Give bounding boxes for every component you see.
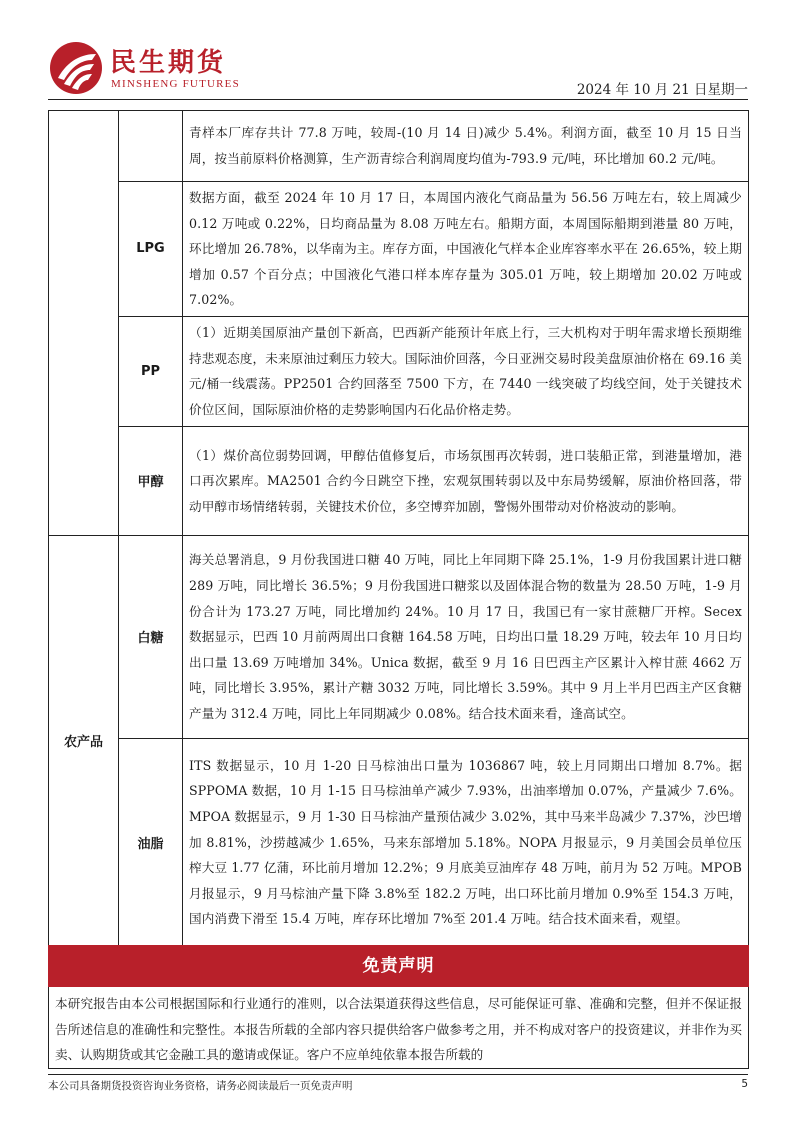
commodity-label: PP (119, 316, 183, 426)
minsheng-logo-icon (48, 40, 104, 96)
table-row-pp (49, 316, 749, 426)
commodity-label: 甲醇 (119, 426, 183, 535)
brand-name-en: MINSHENG FUTURES (111, 78, 240, 90)
table-row-asphalt (49, 111, 749, 182)
category-cell-agri: 农产品 (49, 535, 119, 946)
page-number: 5 (741, 1078, 748, 1090)
commodity-label: 油脂 (119, 738, 183, 946)
table-row-lpg (49, 182, 749, 317)
table-row-methanol (49, 426, 749, 535)
commodity-text: 青样本厂库存共计 77.8 万吨，较周-(10 月 14 日)减少 5.4%。利润方面，截至 10 月 15 日当周，按当前原料价格测算，生产沥青综合利润周度均值为-793.9 元/吨，环比增加 60.2 元/吨。 (183, 111, 749, 182)
page-footer (48, 1074, 748, 1094)
table-row-oils (49, 738, 749, 946)
commodity-label: 白糖 (119, 535, 183, 738)
commodity-text: （1）煤价高位弱势回调，甲醇估值修复后，市场氛围再次转弱，进口装船正常，到港量增加，港口再次累库。MA2501 合约今日跳空下挫，宏观氛围转弱以及中东局势缓解，原油价格回落，带动甲醇市场情绪转弱，关键技术价位，多空博弈加剧，警惕外围带动对价格波动的影响。 (183, 426, 749, 535)
brand-name-cn: 民生期货 (110, 48, 227, 78)
category-cell-energy (49, 111, 119, 536)
table-row-sugar (49, 535, 749, 738)
page-header (48, 40, 748, 98)
commodity-text: （1）近期美国原油产量创下新高，巴西新产能预计年底上行，三大机构对于明年需求增长预期维持悲观态度，未来原油过剩压力较大。国际油价回落，今日亚洲交易时段美盘原油价格在 69.16 美元/桶一线震荡。PP2501 合约回落至 7500 下方，在 7440 一线突破了均线空间，处于关键技术价位区间，国际原油价格的走势影响国内石化品价格走势。 (183, 316, 749, 426)
footer-notice: 本公司具备期货投资咨询业务资格，请务必阅读最后一页免责声明 (48, 1080, 353, 1092)
report-date: 2024 年 10 月 21 日星期一 (576, 82, 748, 98)
commodity-text: 数据方面，截至 2024 年 10 月 17 日，本周国内液化气商品量为 56.56 万吨左右，较上周减少 0.12 万吨或 0.22%，日均商品量为 8.08 万吨左右。船期方面，本周国际船期到港量 80 万吨，环比增加 26.78%，以华南为主。库存方面，中国液化气样本企业库容率水平在 26.65%，较上期增加 0.57 个百分点；中国液化气港口样本库存量为 305.01 万吨，较上期增加 20.02 万吨或 7.02%。 (183, 182, 749, 317)
commodity-table (48, 110, 749, 947)
commodity-text: 海关总署消息，9 月份我国进口糖 40 万吨，同比上年同期下降 25.1%，1-9 月份我国累计进口糖 289 万吨，同比增长 36.5%；9 月份我国进口糖浆以及固体混合物的数量为 28.50 万吨，1-9 月份合计为 173.27 万吨，同比增加约 24%。10 月 17 日，我国已有一家甘蔗糖厂开榨。Secex 数据显示，巴西 10 月前两周出口食糖 164.58 万吨，日均出口量 18.29 万吨，较去年 10 月日均出口量 13.69 万吨增加 34%。Unica 数据，截至 9 月 16 日巴西主产区累计入榨甘蔗 4662 万吨，同比增长 3.95%，累计产糖 3032 万吨，同比增长 3.59%。其中 9 月上半月巴西主产区食糖产量为 312.4 万吨，同比上年同期减少 0.08%。结合技术面来看，逢高试空。 (183, 535, 749, 738)
header-divider (48, 99, 748, 100)
disclaimer-title: 免责声明 (48, 945, 749, 987)
disclaimer-body: 本研究报告由本公司根据国际和行业通行的准则，以合法渠道获得这些信息，尽可能保证可靠、准确和完整，但并不保证报告所述信息的准确性和完整性。本报告所载的全部内容只提供给客户做参考之用，并不构成对客户的投资建议，并非作为买卖、认购期货或其它金融工具的邀请或保证。客户不应单纯依靠本报告所载的 (48, 987, 749, 1069)
commodity-label: LPG (119, 182, 183, 317)
commodity-label-empty (119, 111, 183, 182)
commodity-text: ITS 数据显示，10 月 1-20 日马棕油出口量为 1036867 吨，较上月同期出口增加 8.7%。据 SPPOMA 数据，10 月 1-15 日马棕油单产减少 7.93%，出油率增加 0.07%，产量减少 7.6%。MPOA 数据显示，9 月 1-30 日马棕油产量预估减少 3.02%，其中马来半岛减少 7.37%，沙巴增加 8.81%，沙捞越减少 1.65%，马来东部增加 5.18%。NOPA 月报显示，9 月美国会员单位压榨大豆 1.77 亿蒲，环比前月增加 12.2%；9 月底美豆油库存 48 万吨，前月为 52 万吨。MPOB 月报显示，9 月马棕油产量下降 3.8%至 182.2 万吨，出口环比前月增加 0.9%至 154.3 万吨，国内消费下滑至 15.4 万吨，库存环比增加 7%至 201.4 万吨。结合技术面来看，观望。 (183, 738, 749, 946)
